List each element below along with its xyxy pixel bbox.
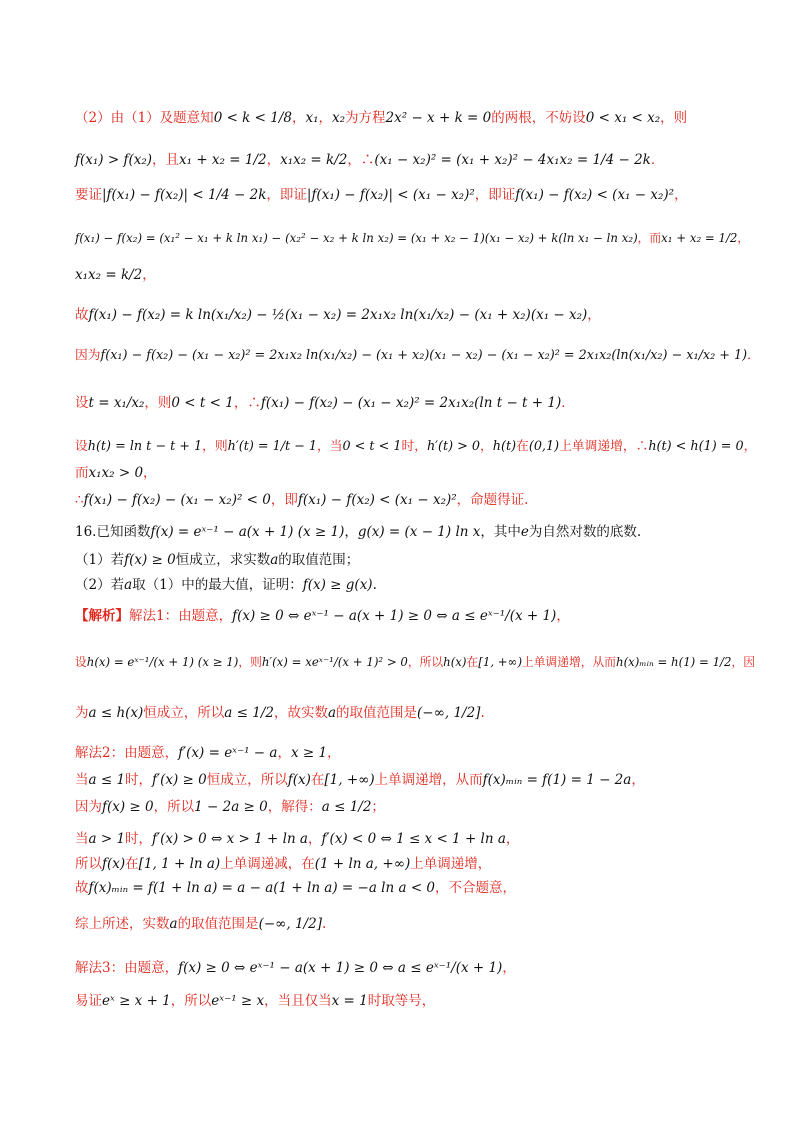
math-expression: f(x₁) − f(x₂) = k ln(x₁/x₂) − ½(x₁ − x₂) = 2x₁x₂ ln(x₁/x₂) − (x₁ + x₂)(x₁ − x₂) — [88, 307, 588, 323]
math-expression: f(x) ≥ g(x) — [302, 577, 373, 593]
text-segment: 解法2：由题意， — [75, 745, 179, 761]
text-segment: 上单调递增， — [410, 856, 492, 872]
math-expression: [1, +∞) — [324, 772, 375, 788]
math-expression: h(x) = eˣ⁻¹/(x + 1) (x ≥ 1) — [86, 655, 239, 669]
math-expression: x₂ — [332, 110, 346, 126]
text-segment: 恒成立，求实数 — [175, 552, 271, 568]
math-expression: f(x₁) > f(x₂) — [75, 152, 153, 168]
text-line — [75, 550, 760, 570]
math-expression: t = x₁/x₂ — [88, 395, 145, 411]
text-segment: ； — [371, 799, 385, 815]
math-expression: f(x)ₘᵢₙ = f(1 + ln a) = a − a(1 + ln a) = −a ln a < 0 — [88, 880, 436, 896]
text-line — [75, 606, 760, 626]
math-expression: a ≤ 1/2 — [321, 799, 372, 815]
math-expression: [1, +∞) — [478, 655, 523, 669]
text-line — [75, 437, 760, 457]
text-segment: ， — [266, 152, 281, 168]
text-line — [75, 914, 760, 934]
text-segment: ，所以 — [153, 799, 195, 815]
text-segment: 上单调递减，在 — [220, 856, 315, 872]
text-line — [75, 829, 760, 849]
text-segment: ，解得： — [267, 799, 322, 815]
math-expression: f(x) ≥ 0 ⇔ eˣ⁻¹ − a(x + 1) ≥ 0 ⇔ a ≤ eˣ⁻¹/(x + 1) — [232, 608, 557, 624]
text-segment: 在 — [310, 772, 325, 788]
text-segment: 上单调递增，从而 — [522, 655, 617, 669]
text-segment: ，即证 — [266, 187, 307, 203]
text-segment: ，则 — [202, 439, 228, 454]
text-segment: 当 — [75, 772, 89, 788]
text-segment: ，且 — [152, 152, 180, 168]
math-expression: f(x₁) − f(x₂) − (x₁ − x₂)² = 2x₁x₂ ln(x₁/x₂) − (x₁ + x₂)(x₁ − x₂) − (x₁ − x₂)² = 2x₁x₂(ln(x₁/x₂) − x₁/x₂ + 1) — [100, 348, 748, 363]
text-segment: 设 — [75, 439, 88, 454]
math-expression: g(x) = (x − 1) ln x — [357, 524, 481, 540]
math-expression: eˣ ≥ x + 1 — [102, 993, 171, 1009]
text-segment: 要证 — [75, 187, 102, 203]
math-expression: f(x₁) − f(x₂) < (x₁ − x₂)² — [297, 492, 457, 508]
text-segment: 解法3：由题意， — [75, 960, 179, 976]
text-segment: 时， — [401, 439, 427, 454]
math-expression: f(x) ≥ 0 ⇔ eˣ⁻¹ − a(x + 1) ≥ 0 ⇔ a ≤ eˣ⁻¹/(x + 1) — [178, 960, 503, 976]
math-expression: f′(x) > 0 ⇔ x > 1 + ln a — [152, 831, 308, 847]
math-expression: 2x² − x + k = 0 — [385, 110, 492, 126]
math-expression: f(x) — [102, 856, 126, 872]
math-expression: 0 < t < 1 — [342, 439, 402, 454]
math-expression: f(x) — [287, 772, 311, 788]
text-segment: ， — [743, 439, 757, 454]
text-line — [75, 770, 760, 790]
math-expression: |f(x₁) − f(x₂)| < 1/4 − 2k — [102, 187, 267, 203]
text-segment: 综上所述，实数 — [75, 916, 170, 932]
math-expression: a ≤ 1 — [88, 772, 126, 788]
math-expression: f(x) ≥ 0 — [102, 799, 154, 815]
text-segment: 为自然对数的底数. — [528, 524, 642, 540]
math-expression: h(t) — [492, 439, 517, 454]
math-expression: (x₁ − x₂)² = (x₁ + x₂)² − 4x₁x₂ = 1/4 − 2k — [374, 152, 651, 168]
math-expression: h′(t) = 1/t − 1 — [227, 439, 318, 454]
text-segment: . — [480, 705, 485, 721]
text-line — [75, 958, 760, 978]
text-segment: 的两根，不妨设 — [491, 110, 586, 126]
math-expression: x ≥ 1 — [290, 745, 328, 761]
text-line — [75, 265, 760, 285]
text-segment: ， — [233, 395, 248, 411]
text-line — [75, 652, 760, 672]
text-line — [75, 490, 760, 510]
math-expression: x = 1 — [331, 993, 368, 1009]
math-expression: f(x₁) − f(x₂) − (x₁ − x₂)² = 2x₁x₂(ln t − t + 1) — [260, 395, 562, 411]
text-segment: 在 — [516, 439, 529, 454]
text-segment: 在 — [466, 655, 479, 669]
math-expression: 0 < t < 1 — [171, 395, 234, 411]
text-segment: （2）由（1）及题意知 — [75, 110, 214, 126]
text-line — [75, 108, 760, 128]
text-segment: ， — [737, 231, 750, 245]
text-segment: ， — [674, 187, 688, 203]
math-expression: eˣ⁻¹ ≥ x — [211, 993, 265, 1009]
math-expression: [1, 1 + ln a) — [138, 856, 221, 872]
text-segment: 易证 — [75, 993, 102, 1009]
text-segment: 在 — [125, 856, 139, 872]
text-segment: ． — [650, 152, 665, 168]
text-segment: ． — [747, 348, 760, 363]
math-expression: h(t) < h(1) = 0 — [648, 439, 744, 454]
text-segment: ， — [307, 831, 322, 847]
text-line — [75, 150, 760, 170]
math-expression: h′(t) > 0 — [426, 439, 481, 454]
text-segment: 解法1：由题意， — [129, 608, 233, 624]
text-segment: ，当且仅当 — [264, 993, 332, 1009]
text-segment: 【解析】 — [75, 608, 129, 624]
math-expression: h(t) = ln t − t + 1 — [87, 439, 203, 454]
math-expression: 0 < k < 1/8 — [213, 110, 292, 126]
math-expression: a — [327, 705, 337, 721]
math-expression: f′(x) = eˣ⁻¹ − a — [178, 745, 278, 761]
math-expression: f(x)ₘᵢₙ = f(1) = 1 − 2a — [482, 772, 632, 788]
text-segment: ， — [142, 267, 156, 283]
text-segment: ， — [347, 152, 361, 168]
math-expression: h(x) — [443, 655, 467, 669]
math-expression: h(x)ₘᵢₙ = h(1) = 1/2 — [616, 655, 732, 669]
math-expression: (0,1) — [528, 439, 560, 454]
math-expression: f′(x) ≥ 0 — [152, 772, 207, 788]
text-segment: 的取值范围； — [278, 552, 360, 568]
text-segment: 设 — [75, 395, 89, 411]
math-expression: f(x) ≥ 0 — [124, 552, 176, 568]
math-expression: f(x) = eˣ⁻¹ − a(x + 1) (x ≥ 1) — [150, 524, 345, 540]
text-segment: ，因 — [731, 655, 755, 669]
text-segment: 所以 — [75, 856, 102, 872]
text-segment: 故 — [75, 880, 89, 896]
text-line — [75, 393, 760, 413]
text-segment: ， — [480, 439, 493, 454]
text-segment: ，则 — [144, 395, 172, 411]
text-segment: . — [372, 577, 377, 593]
text-line — [75, 797, 760, 817]
math-expression: a — [124, 577, 133, 593]
text-segment: ∴ — [247, 395, 261, 411]
math-expression: f(x₁) − f(x₂) < (x₁ − x₂)² — [515, 187, 675, 203]
text-segment: ，则 — [660, 110, 688, 126]
text-segment: ，而 — [637, 231, 662, 245]
text-segment: ，故实数 — [273, 705, 328, 721]
math-expression: x₁x₂ > 0 — [88, 465, 144, 481]
text-segment: ，所以 — [170, 993, 212, 1009]
text-segment: ， — [631, 772, 645, 788]
math-expression: a — [270, 552, 279, 568]
math-expression: (1 + ln a, +∞) — [314, 856, 411, 872]
text-segment: ． — [561, 395, 575, 411]
text-line — [75, 854, 760, 874]
text-segment: ， — [505, 831, 520, 847]
text-line — [75, 575, 760, 595]
math-expression: x₁ + x₂ = 1/2 — [661, 231, 738, 245]
text-segment: ， — [502, 960, 516, 976]
text-segment: ， — [143, 465, 157, 481]
math-expression: e — [520, 524, 529, 540]
math-expression: (−∞, 1/2] — [258, 916, 322, 932]
text-segment: 为方程 — [345, 110, 386, 126]
text-line — [75, 991, 760, 1011]
text-segment: ，其中 — [480, 524, 521, 540]
math-expression: (−∞, 1/2] — [417, 705, 481, 721]
text-segment: ，所以 — [407, 655, 444, 669]
text-segment: ∴ — [360, 152, 375, 168]
text-line — [75, 228, 760, 248]
text-segment: ， — [327, 745, 341, 761]
text-segment: ， — [587, 307, 601, 323]
math-expression: a ≤ 1/2 — [224, 705, 274, 721]
math-expression: a ≤ h(x) — [88, 705, 144, 721]
text-segment: 时取等号， — [367, 993, 436, 1009]
math-expression: x₁x₂ = k/2 — [280, 152, 348, 168]
problem-16-statement — [75, 522, 760, 542]
math-expression: |f(x₁) − f(x₂)| < (x₁ − x₂)² — [306, 187, 475, 203]
text-segment: （2）若 — [75, 577, 125, 593]
text-segment: ，命题得证. — [456, 492, 529, 508]
text-segment: 设 — [75, 655, 87, 669]
math-expression: x₁ — [305, 110, 319, 126]
text-segment: 恒成立，所以 — [206, 772, 288, 788]
math-expression: 0 < x₁ < x₂ — [585, 110, 661, 126]
math-expression: 1 − 2a ≥ 0 — [194, 799, 268, 815]
text-segment: ，不合题意， — [435, 880, 517, 896]
text-segment: ， — [277, 745, 291, 761]
text-line — [75, 878, 760, 898]
text-segment: ∴ — [635, 439, 649, 454]
math-expression: f(x₁) − f(x₂) − (x₁ − x₂)² < 0 — [83, 492, 271, 508]
text-segment: ，即 — [270, 492, 298, 508]
text-line — [75, 185, 760, 205]
math-expression: x₁x₂ = k/2 — [75, 267, 143, 283]
text-segment: 16.已知函数 — [75, 524, 151, 540]
text-segment: 时， — [125, 831, 153, 847]
text-segment: ， — [291, 110, 306, 126]
text-segment: . — [321, 916, 327, 932]
text-segment: ，当 — [317, 439, 343, 454]
math-expression: f′(x) < 0 ⇔ 1 ≤ x < 1 + ln a — [321, 831, 506, 847]
text-segment: 当 — [75, 831, 89, 847]
text-segment: 的取值范围是 — [177, 916, 259, 932]
text-segment: ，则 — [238, 655, 262, 669]
text-segment: ∴ — [75, 492, 84, 508]
math-expression: f(x₁) − f(x₂) = (x₁² − x₁ + k ln x₁) − (x₂² − x₂ + k ln x₂) = (x₁ + x₂ − 1)(x₁ − x₂) + k(ln x₁ − ln x₂) — [75, 231, 638, 245]
math-expression: a > 1 — [88, 831, 126, 847]
text-segment: ，即证 — [474, 187, 516, 203]
text-segment: ， — [344, 524, 358, 540]
text-line — [75, 743, 760, 763]
text-segment: 时， — [125, 772, 153, 788]
math-expression: x₁ + x₂ = 1/2 — [179, 152, 267, 168]
text-segment: 恒成立，所以 — [143, 705, 225, 721]
text-segment: 的取值范围是 — [336, 705, 418, 721]
text-segment: 因为 — [75, 799, 102, 815]
math-expression: a — [169, 916, 178, 932]
text-segment: 上单调递增， — [559, 439, 636, 454]
text-segment: 上单调递增，从而 — [374, 772, 483, 788]
text-segment: 取（1）中的最大值，证明： — [132, 577, 303, 593]
text-segment: ， — [556, 608, 570, 624]
text-line — [75, 463, 760, 483]
text-segment: 为 — [75, 705, 89, 721]
text-line — [75, 305, 760, 325]
text-segment: 故 — [75, 307, 89, 323]
text-line — [75, 346, 760, 366]
text-segment: ， — [318, 110, 333, 126]
text-line — [75, 703, 760, 723]
text-segment: （1）若 — [75, 552, 125, 568]
math-expression: h′(x) = xeˣ⁻¹/(x + 1)² > 0 — [261, 655, 408, 669]
text-segment: 因为 — [75, 348, 101, 363]
text-segment: 而 — [75, 465, 89, 481]
